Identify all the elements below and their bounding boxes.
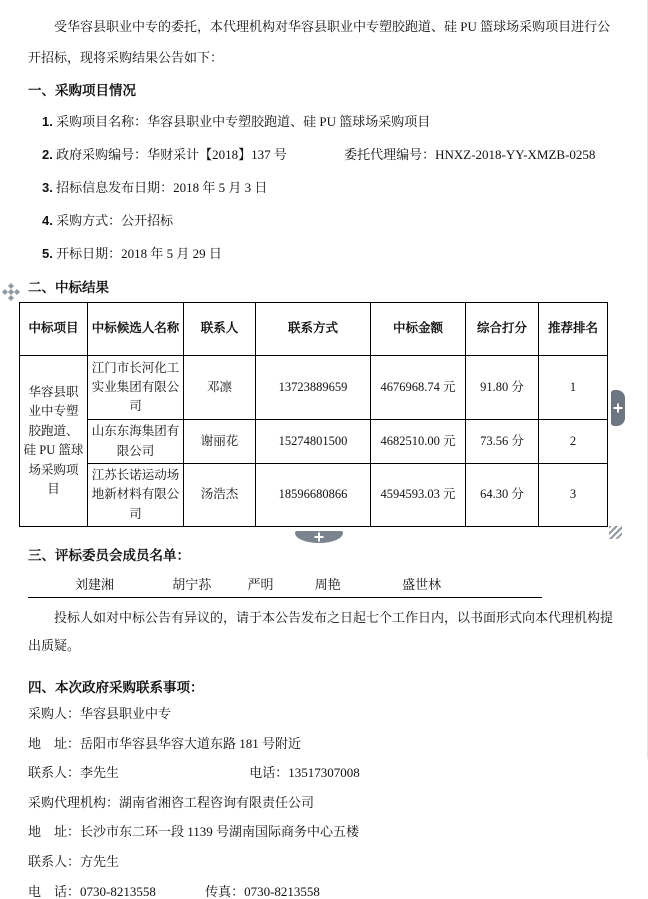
purchaser-address-line: 地 址：岳阳市华容县华容大道东路 181 号附近 <box>28 735 302 751</box>
plus-icon <box>295 531 343 543</box>
objection-notice: 投标人如对中标公告有异议的，请于本公告发布之日起七个工作日内，以书面形式向本代理机构提出质疑。 <box>28 610 614 654</box>
contact-phone: 电话：13517307008 <box>249 765 360 781</box>
company-cell: 江苏长诺运动场地新材料有限公司 <box>88 464 184 527</box>
contact-cell: 邓凛 <box>184 356 256 420</box>
table-row <box>20 356 608 420</box>
item-number: 5. <box>42 246 53 262</box>
amount-cell: 4676968.74 元 <box>371 356 466 420</box>
rank-cell: 1 <box>539 356 608 420</box>
score-cell: 73.56 分 <box>466 420 539 464</box>
rank-cell: 2 <box>539 420 608 464</box>
item-method <box>42 210 619 229</box>
company-cell: 山东东海集团有限公司 <box>88 420 184 464</box>
header-cell-score: 综合打分 <box>466 303 539 356</box>
contact-cell: 汤浩杰 <box>184 464 256 527</box>
item-text: 政府采购编号：华财采计【2018】137 号 <box>56 147 287 163</box>
score-cell: 91.80 分 <box>466 356 539 420</box>
item-number: 1. <box>42 114 53 130</box>
agency-address-line: 地 址：长沙市东二环一段 1139 号湖南国际商务中心五楼 <box>28 824 360 840</box>
item-open-date <box>42 243 619 262</box>
item-number: 2. <box>42 147 53 163</box>
agency-contact-line: 联系人：方先生 <box>28 854 120 870</box>
agency-line: 采购代理机构：湖南省湘咨工程咨询有限责任公司 <box>28 794 315 810</box>
table-resize-grip[interactable] <box>609 526 622 539</box>
header-cell-phone: 联系方式 <box>256 303 371 356</box>
phone-cell: 15274801500 <box>256 420 371 464</box>
agency-phone: 电 话：0730-8213558 <box>28 883 156 899</box>
section2-heading: 二、中标结果 <box>28 280 109 296</box>
table-row <box>20 420 608 464</box>
table-row <box>20 464 608 527</box>
plus-icon <box>611 390 625 426</box>
amount-cell: 4682510.00 元 <box>371 420 466 464</box>
score-cell: 64.30 分 <box>466 464 539 527</box>
header-cell-amount: 中标金额 <box>371 303 466 356</box>
member-name: 周艳 <box>314 577 341 593</box>
company-cell: 江门市长河化工实业集团有限公司 <box>88 356 184 420</box>
rank-cell: 3 <box>539 464 608 527</box>
project-cell: 华容县职业中专塑胶跑道、硅 PU 篮球场采购项目 <box>20 356 88 527</box>
contact-cell: 谢丽花 <box>184 420 256 464</box>
section1-heading: 一、采购项目情况 <box>28 83 136 99</box>
header-cell-contact: 联系人 <box>184 303 256 356</box>
item-publish-date <box>42 177 619 196</box>
table-header-row <box>20 303 608 356</box>
insert-column-button[interactable] <box>611 390 625 426</box>
item-procurement-number <box>42 144 619 163</box>
contact-person: 联系人：李先生 <box>28 765 120 781</box>
insert-row-button[interactable] <box>295 531 343 543</box>
item-text: 采购方式：公开招标 <box>56 213 174 229</box>
member-name: 盛世林 <box>402 577 442 593</box>
item-text: 采购项目名称：华容县职业中专塑胶跑道、硅 PU 篮球场采购项目 <box>56 114 431 130</box>
header-cell-project: 中标项目 <box>20 303 88 356</box>
member-name: 严明 <box>247 577 274 593</box>
item-number: 4. <box>42 213 53 229</box>
member-name: 刘建湘 <box>75 577 115 593</box>
amount-cell: 4594593.03 元 <box>371 464 466 527</box>
header-cell-company: 中标候选人名称 <box>88 303 184 356</box>
item-text: 开标日期：2018 年 5 月 29 日 <box>56 246 222 262</box>
header-cell-rank: 推荐排名 <box>539 303 608 356</box>
item-agency-number: 委托代理编号：HNXZ-2018-YY-XMZB-0258 <box>344 147 596 163</box>
agency-fax: 传真：0730-8213558 <box>205 883 320 899</box>
section3-heading: 三、评标委员会成员名单： <box>28 548 190 564</box>
phone-cell: 13723889659 <box>256 356 371 420</box>
purchaser-contact-line <box>28 765 619 781</box>
purchaser-line: 采购人：华容县职业中专 <box>28 706 172 722</box>
item-text: 招标信息发布日期：2018 年 5 月 3 日 <box>56 180 268 196</box>
committee-members-line <box>28 572 542 598</box>
intro-paragraph: 受华容县职业中专的委托，本代理机构对华容县职业中专塑胶跑道、硅 PU 篮球场采购项目进行公开招标，现将采购结果公告如下： <box>28 19 611 65</box>
item-project-name <box>42 111 619 130</box>
phone-cell: 18596680866 <box>256 464 371 527</box>
member-name: 胡宁荪 <box>172 577 212 593</box>
section4-heading: 四、本次政府采购联系事项： <box>28 680 204 696</box>
item-number: 3. <box>42 180 53 196</box>
table-move-handle-icon[interactable] <box>2 283 20 301</box>
bid-results-table-wrap <box>19 302 607 527</box>
bid-results-table <box>19 302 608 527</box>
agency-phone-fax-line <box>28 884 619 899</box>
